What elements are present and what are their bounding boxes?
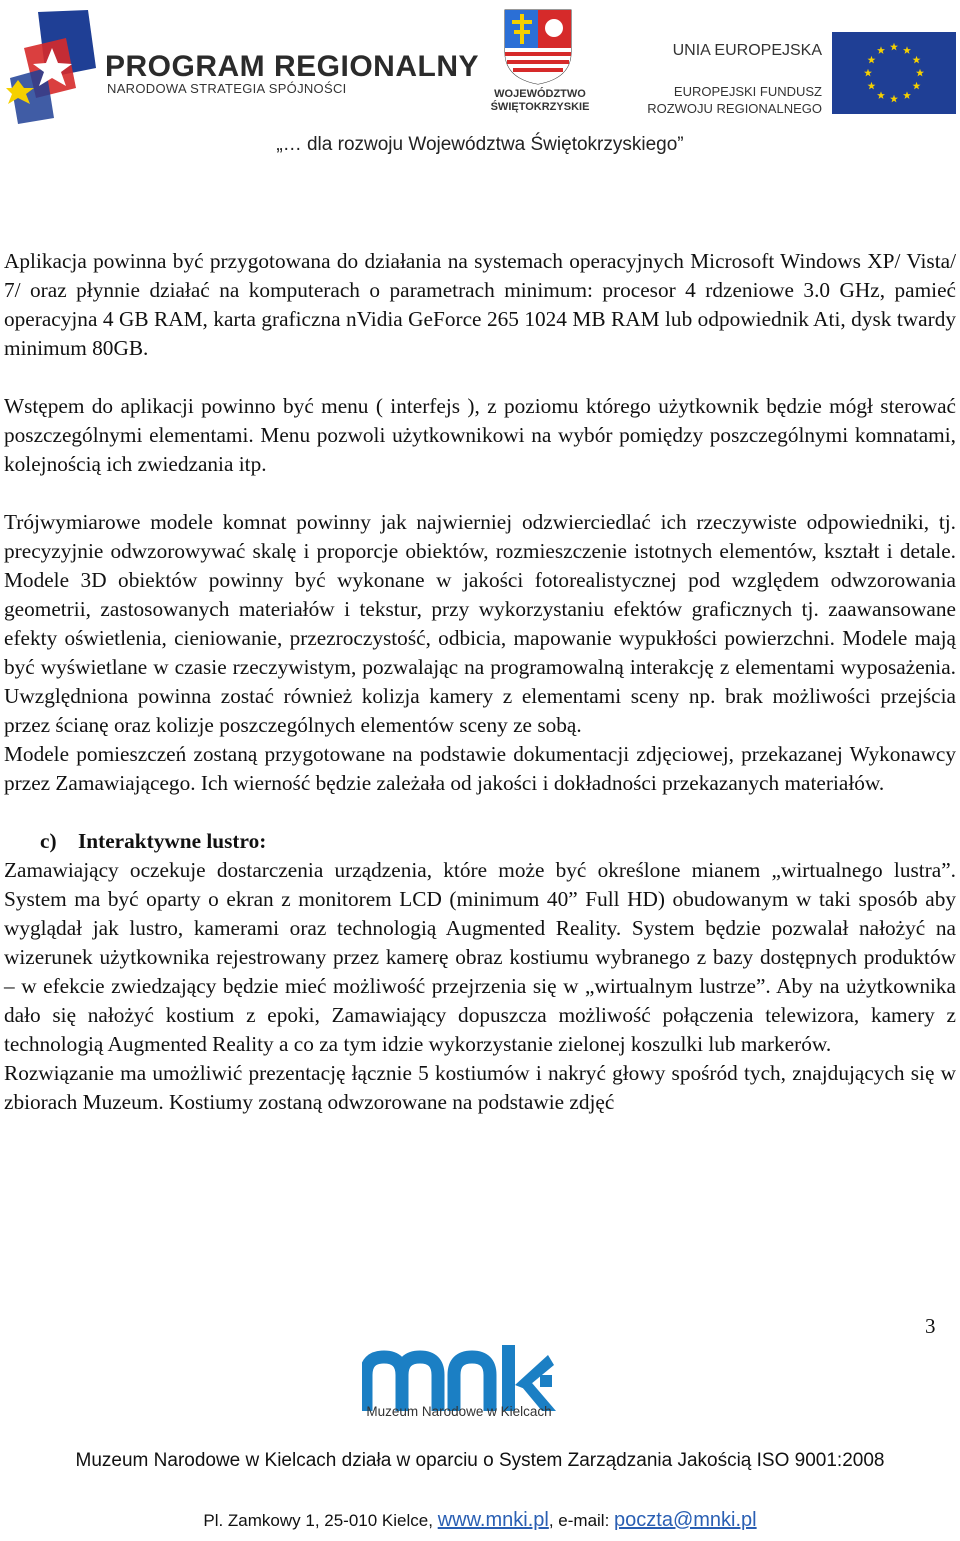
- swietokrzyskie-crest-icon: [503, 8, 573, 86]
- eu-fund-name: [640, 83, 822, 117]
- crest-caption-line1: WOJEWÓDZTWO: [494, 88, 586, 100]
- document-header: [0, 0, 960, 155]
- crest-caption-line2: ŚWIĘTOKRZYSKIE: [490, 101, 590, 113]
- footer-contact: [0, 1509, 960, 1532]
- crest-caption: [480, 88, 600, 114]
- paragraph: Aplikacja powinna być przygotowana do działania na systemach operacyjnych Microsoft Windows XP/ Vista/ 7/ oraz płynnie działać na komputerach o parametrach minimum: procesor 4 rdzeniowe 3.0 GHz, pamieć operacyjna 4 GB RAM, karta graficzna nVidia GeForce 265 1024 MB RAM lub odpowiednik Ati, dysk twardy minimum 80GB.: [4, 249, 956, 360]
- footer-address: Pl. Zamkowy 1, 25-010 Kielce,: [203, 1511, 433, 1530]
- eu-title: UNIA EUROPEJSKA: [672, 42, 822, 59]
- page-number: 3: [925, 1314, 936, 1338]
- paragraph: Rozwiązanie ma umożliwić prezentację łącznie 5 kostiumów i nakryć głowy spośród tych, znajdujących się w zbiorach Muzeum. Kostiumy zostaną odwzorowane na podstawie zdjęć: [4, 1061, 956, 1114]
- paragraph: Zamawiający oczekuje dostarczenia urządzenia, które może być określone mianem „wirtualnego lustra”. System ma być oparty o ekran z monitorem LCD (minimum 40” Full HD) obudowanym w taki sposób aby wyglądał jak lustro, kamerami oraz technologią Augmented Reality. System będzie pozwalał nałożyć na wizerunek użytkownika rejestrowany przez kamerę obraz kostiumu wybranego z bazy dostępnych produktów – w efekcie zwiedzający będzie mieć możliwość przejrzenia się w „wirtualnym lustrze”. Aby na użytkownika dało się nałożyć kostium z epoki, Zamawiający dopuszcza możliwość połączenia telewizora, kamery z technologią Augmented Reality a co za tym idzie wykorzystanie zielonej koszulki lub markerów.: [4, 858, 956, 1056]
- museum-logo-caption: Muzeum Narodowe w Kielcach: [366, 1404, 552, 1419]
- document-body: [4, 247, 956, 1117]
- program-subtitle: NARODOWA STRATEGIA SPÓJNOŚCI: [107, 81, 347, 96]
- eu-flag-icon: [832, 32, 956, 114]
- footer-email-label: , e-mail:: [548, 1511, 610, 1530]
- paragraph: Wstępem do aplikacji powinno być menu ( interfejs ), z poziomu którego użytkownik będzie mógł sterować poszczególnymi elementami. Menu pozwoli użytkownikowi na wybór pomiędzy poszczególnymi komnatami, kolejnością ich zwiedzania itp.: [4, 394, 956, 476]
- eu-fund-line1: EUROPEJSKI FUNDUSZ: [673, 84, 822, 99]
- paragraph: Modele pomieszczeń zostaną przygotowane na podstawie dokumentacji zdjęciowej, przekazanej Wykonawcy przez Zamawiającego. Ich wierność będzie zależała od jakości i dokładności przekazanych materiałów.: [4, 742, 956, 795]
- footer-iso-statement: Muzeum Narodowe w Kielcach działa w oparciu o System Zarządzania Jakością ISO 9001:2008: [75, 1450, 885, 1471]
- paragraph: Trójwymiarowe modele komnat powinny jak najwierniej odzwierciedlać ich rzeczywiste odpowiedniki, tj. precyzyjnie odwzorowywać skalę i proporcje obiektów, rozmieszczenie istotnych elementów, kształt i detale. Modele 3D obiektów powinny być wykonane w jakości fotorealistycznej pod względem odwzorowania geometrii, zastosowanych materiałów i tekstur, przy wykorzystaniu efektów graficznych tj. zaawansowane efekty oświetlenia, cieniowanie, przezroczystość, odbicia, mapowanie wypukłości powierzchni. Modele mają być wyświetlane w czasie rzeczywistym, pozwalając na programowalną interakcję z elementami wyposażenia. Uwzględniona powinna zostać również kolizja kamery z elementami sceny np. brak możliwości przejścia przez ścianę oraz kolizje poszczególnych elementów sceny ze sobą.: [4, 510, 956, 737]
- section-number: c): [40, 829, 57, 853]
- website-link[interactable]: www.mnki.pl: [437, 1509, 549, 1531]
- section-title: Interaktywne lustro:: [78, 829, 267, 853]
- email-link[interactable]: poczta@mnki.pl: [614, 1509, 757, 1531]
- header-tagline: „… dla rozwoju Województwa Świętokrzyskiego”: [276, 134, 684, 155]
- section-heading: [4, 827, 956, 856]
- program-regionalny-logo-icon: [6, 8, 106, 126]
- eu-fund-line2: ROZWOJU REGIONALNEGO: [647, 101, 822, 116]
- program-title: PROGRAM REGIONALNY: [105, 50, 480, 83]
